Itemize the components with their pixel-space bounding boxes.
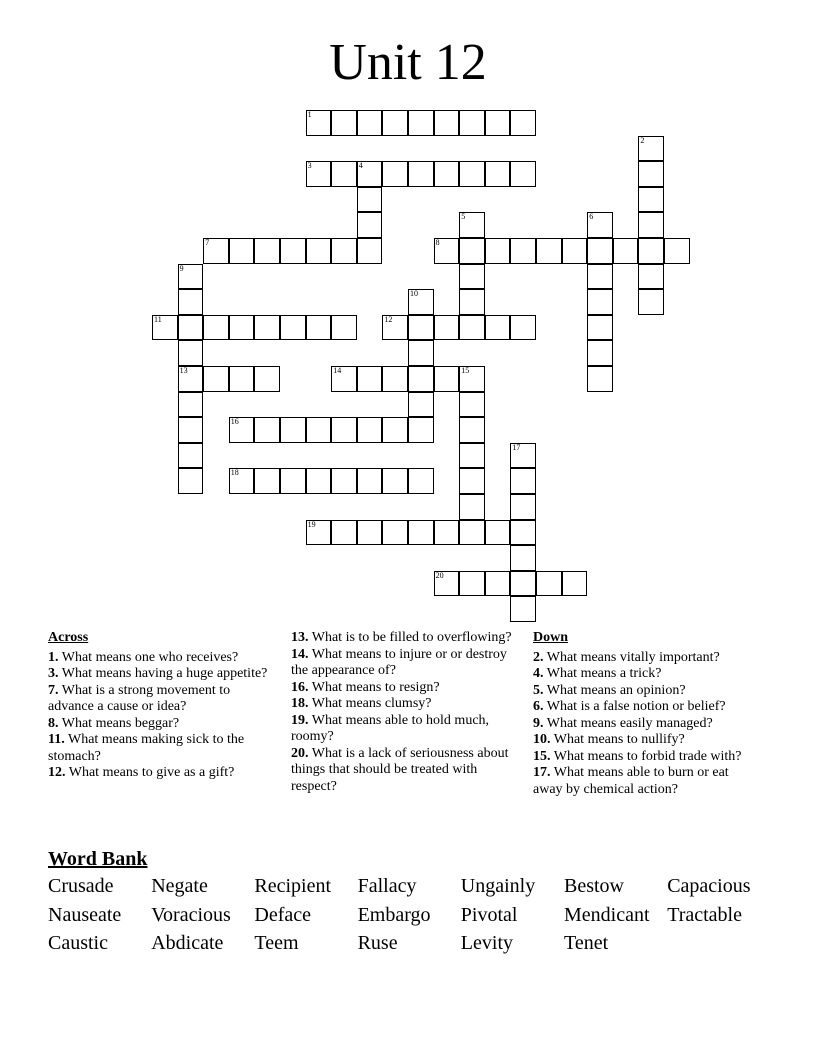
grid-cell[interactable] — [254, 315, 280, 341]
grid-cell[interactable] — [510, 315, 536, 341]
clue-number: 11 — [154, 314, 162, 324]
clue-item-number: 2. — [533, 649, 544, 665]
grid-cell[interactable] — [178, 289, 204, 315]
grid-cell[interactable] — [485, 571, 511, 597]
grid-cell[interactable] — [306, 238, 332, 264]
clue-item-number: 13. — [291, 630, 309, 645]
grid-cell[interactable] — [331, 366, 357, 392]
word-bank-word: Levity — [460, 932, 514, 954]
grid-cell[interactable] — [357, 366, 383, 392]
grid-cell[interactable] — [254, 468, 280, 494]
clue-item-number: 19. — [291, 712, 309, 728]
grid-cell[interactable] — [459, 366, 485, 392]
clue-item-text: What means to injure or or destroy the appearance of? — [291, 646, 507, 678]
down-clues-column — [533, 630, 758, 798]
across-heading: Across — [48, 630, 89, 645]
grid-cell[interactable] — [229, 366, 255, 392]
grid-cell[interactable] — [434, 315, 460, 341]
clue-item-text: What means able to burn or eat away by chemical action? — [533, 765, 729, 797]
word-bank-word: Ruse — [357, 932, 398, 954]
grid-cell[interactable] — [510, 443, 536, 469]
clue-number: 4 — [358, 161, 363, 171]
grid-cell[interactable] — [229, 468, 255, 494]
clue-item-text: What means an opinion? — [543, 682, 686, 698]
grid-cell[interactable] — [434, 161, 460, 187]
clue-item — [291, 647, 516, 680]
clue-number: 7 — [205, 238, 210, 247]
grid-cell[interactable] — [382, 366, 408, 392]
clue-item-text: What is to be filled to overflowing? — [308, 630, 512, 645]
grid-cell[interactable] — [280, 468, 306, 494]
grid-cell[interactable] — [459, 392, 485, 418]
grid-cell[interactable] — [459, 264, 485, 290]
grid-cell[interactable] — [280, 315, 306, 341]
word-bank-word: Voracious — [151, 903, 231, 926]
grid-cell[interactable] — [459, 212, 485, 238]
grid-cell[interactable] — [510, 494, 536, 520]
word-bank-word: Nauseate — [48, 903, 122, 926]
clue-item-text: What means one who receives? — [58, 649, 239, 665]
grid-cell[interactable] — [587, 238, 613, 264]
grid-cell[interactable] — [485, 315, 511, 341]
word-bank-word: Caustic — [48, 932, 108, 954]
clue-item — [533, 650, 758, 667]
grid-cell[interactable] — [587, 340, 613, 366]
clue-number: 5 — [461, 212, 466, 222]
word-bank-word: Tractable — [667, 903, 742, 926]
grid-cell[interactable] — [459, 289, 485, 315]
grid-cell[interactable] — [178, 340, 204, 366]
grid-cell[interactable] — [357, 212, 383, 238]
clue-item — [533, 749, 758, 766]
grid-cell[interactable] — [510, 161, 536, 187]
grid-cell[interactable] — [306, 110, 332, 136]
clue-number: 12 — [384, 314, 393, 324]
grid-cell[interactable] — [510, 238, 536, 264]
clue-item-text: What means making sick to the stomach? — [48, 732, 245, 764]
grid-cell[interactable] — [229, 417, 255, 443]
page-title: Unit 12 — [329, 34, 487, 91]
grid-cell[interactable] — [306, 315, 332, 341]
grid-cell[interactable] — [229, 238, 255, 264]
word-bank-word: Mendicant — [564, 903, 650, 926]
clue-item — [291, 680, 516, 697]
clue-item-text: What means beggar? — [58, 715, 180, 731]
clue-item — [533, 683, 758, 700]
grid-cell[interactable] — [306, 468, 332, 494]
grid-cell[interactable] — [459, 238, 485, 264]
clue-item — [291, 630, 516, 647]
clue-item — [533, 765, 758, 798]
grid-cell[interactable] — [306, 417, 332, 443]
grid-cell[interactable] — [408, 340, 434, 366]
clue-item — [533, 699, 758, 716]
grid-cell[interactable] — [178, 366, 204, 392]
grid-cell[interactable] — [331, 238, 357, 264]
grid-cell[interactable] — [638, 161, 664, 187]
clue-item-text: What means to give as a gift? — [65, 765, 235, 780]
grid-cell[interactable] — [152, 315, 178, 341]
clue-item-text: What means clumsy? — [308, 696, 432, 711]
grid-cell[interactable] — [613, 238, 639, 264]
grid-cell[interactable] — [331, 468, 357, 494]
clue-item-number: 17. — [533, 765, 551, 780]
clue-item-number: 3. — [48, 666, 59, 681]
grid-cell[interactable] — [408, 161, 434, 187]
grid-cell[interactable] — [587, 212, 613, 238]
grid-cell[interactable] — [664, 238, 690, 264]
grid-cell[interactable] — [510, 520, 536, 546]
clue-item-number: 1. — [48, 649, 59, 665]
grid-cell[interactable] — [331, 520, 357, 546]
clue-item-number: 12. — [48, 765, 66, 780]
grid-cell[interactable] — [178, 443, 204, 469]
grid-cell[interactable] — [638, 187, 664, 213]
grid-cell[interactable] — [408, 366, 434, 392]
grid-cell[interactable] — [434, 110, 460, 136]
grid-cell[interactable] — [306, 161, 332, 187]
clue-item-text: What is a false notion or belief? — [543, 699, 726, 714]
clue-number: 2 — [640, 135, 645, 145]
grid-cell[interactable] — [434, 520, 460, 546]
grid-cell[interactable] — [434, 238, 460, 264]
down-heading: Down — [533, 630, 569, 645]
word-bank-word: Capacious — [667, 875, 751, 897]
grid-cell[interactable] — [408, 392, 434, 418]
clue-number: 19 — [307, 519, 316, 529]
grid-cell[interactable] — [510, 596, 536, 622]
clue-number: 1 — [307, 110, 312, 119]
grid-cell[interactable] — [459, 110, 485, 136]
clue-item-text: What is a strong movement to advance a cause or idea? — [48, 682, 231, 714]
clue-item-number: 7. — [48, 682, 59, 698]
grid-cell[interactable] — [357, 238, 383, 264]
grid-cell[interactable] — [408, 315, 434, 341]
grid-cell[interactable] — [638, 136, 664, 162]
grid-cell[interactable] — [178, 315, 204, 341]
grid-cell[interactable] — [510, 545, 536, 571]
grid-cell[interactable] — [203, 238, 229, 264]
grid-cell[interactable] — [459, 520, 485, 546]
word-bank-word: Fallacy — [357, 875, 417, 897]
grid-cell[interactable] — [382, 161, 408, 187]
grid-cell[interactable] — [638, 264, 664, 290]
clue-item-number: 18. — [291, 696, 309, 711]
grid-cell[interactable] — [357, 187, 383, 213]
word-bank-word: Abdicate — [151, 932, 224, 954]
grid-cell[interactable] — [408, 110, 434, 136]
clue-item-text: What means to forbid trade with? — [550, 748, 742, 764]
grid-cell[interactable] — [408, 417, 434, 443]
clue-item-number: 16. — [291, 679, 309, 695]
clue-number: 13 — [179, 366, 188, 375]
grid-cell[interactable] — [382, 417, 408, 443]
grid-cell[interactable] — [408, 468, 434, 494]
grid-cell[interactable] — [562, 571, 588, 597]
grid-cell[interactable] — [459, 315, 485, 341]
clue-item-text: What means to resign? — [308, 679, 440, 695]
grid-cell[interactable] — [459, 468, 485, 494]
clue-item — [533, 666, 758, 683]
grid-cell[interactable] — [510, 468, 536, 494]
grid-cell[interactable] — [357, 520, 383, 546]
grid-cell[interactable] — [459, 443, 485, 469]
grid-cell[interactable] — [203, 315, 229, 341]
grid-cell[interactable] — [357, 110, 383, 136]
grid-cell[interactable] — [331, 161, 357, 187]
word-bank-word: Negate — [151, 875, 208, 897]
clue-number: 6 — [589, 212, 594, 222]
grid-cell[interactable] — [485, 520, 511, 546]
grid-cell[interactable] — [178, 417, 204, 443]
grid-cell[interactable] — [331, 315, 357, 341]
clue-item — [48, 716, 268, 733]
clue-number: 8 — [435, 238, 440, 247]
word-bank-word: Teem — [254, 932, 299, 954]
clue-item-text: What means vitally important? — [543, 649, 720, 665]
clue-item-text: What means having a huge appetite? — [58, 666, 268, 681]
clue-item-text: What means a trick? — [543, 666, 662, 681]
grid-cell[interactable] — [434, 366, 460, 392]
clue-number: 3 — [307, 161, 312, 171]
grid-cell[interactable] — [357, 417, 383, 443]
clue-item — [291, 696, 516, 713]
clue-item-number: 14. — [291, 646, 309, 662]
grid-cell[interactable] — [459, 571, 485, 597]
grid-cell[interactable] — [536, 571, 562, 597]
grid-cell[interactable] — [178, 392, 204, 418]
clue-number: 17 — [512, 442, 521, 452]
clue-item-text: What means able to hold much, roomy? — [291, 712, 490, 744]
grid-cell[interactable] — [587, 289, 613, 315]
grid-cell[interactable] — [459, 161, 485, 187]
clue-item — [291, 713, 516, 746]
grid-cell[interactable] — [280, 238, 306, 264]
grid-cell[interactable] — [485, 110, 511, 136]
grid-cell[interactable] — [203, 366, 229, 392]
grid-cell[interactable] — [254, 417, 280, 443]
clue-number: 10 — [410, 289, 418, 299]
clue-number: 14 — [333, 366, 342, 375]
clue-number: 18 — [230, 468, 239, 478]
clue-item-number: 20. — [291, 745, 309, 761]
grid-cell[interactable] — [638, 289, 664, 315]
across-clues-column-2 — [291, 630, 516, 795]
grid-cell[interactable] — [382, 110, 408, 136]
clue-item — [48, 666, 268, 683]
grid-cell[interactable] — [638, 212, 664, 238]
grid-cell[interactable] — [459, 417, 485, 443]
grid-cell[interactable] — [306, 520, 332, 546]
grid-cell[interactable] — [280, 417, 306, 443]
grid-cell[interactable] — [382, 315, 408, 341]
word-bank-word: Bestow — [564, 875, 624, 897]
word-bank-heading: Word Bank — [48, 848, 148, 870]
word-bank-word: Tenet — [564, 932, 609, 954]
grid-cell[interactable] — [587, 366, 613, 392]
grid-cell[interactable] — [178, 468, 204, 494]
clue-item — [48, 732, 268, 765]
clue-number: 20 — [435, 570, 444, 580]
word-bank-word: Ungainly — [460, 875, 536, 897]
grid-cell[interactable] — [382, 468, 408, 494]
grid-cell[interactable] — [331, 110, 357, 136]
grid-cell[interactable] — [331, 417, 357, 443]
grid-cell[interactable] — [510, 571, 536, 597]
clue-number: 16 — [230, 417, 239, 427]
grid-cell[interactable] — [408, 289, 434, 315]
clue-item — [48, 765, 268, 782]
clue-item-number: 15. — [533, 748, 551, 764]
grid-cell[interactable] — [357, 468, 383, 494]
grid-cell[interactable] — [587, 264, 613, 290]
grid-cell[interactable] — [357, 161, 383, 187]
word-bank-word: Pivotal — [460, 903, 518, 926]
grid-cell[interactable] — [434, 571, 460, 597]
grid-cell[interactable] — [485, 238, 511, 264]
grid-cell[interactable] — [254, 366, 280, 392]
clue-item-number: 8. — [48, 715, 59, 731]
grid-cell[interactable] — [510, 110, 536, 136]
grid-cell[interactable] — [459, 494, 485, 520]
grid-cell[interactable] — [229, 315, 255, 341]
clue-item — [533, 716, 758, 733]
clue-item-number: 9. — [533, 715, 544, 731]
clue-item — [533, 732, 758, 749]
clue-item-number: 6. — [533, 699, 544, 714]
clue-number: 15 — [461, 366, 470, 375]
word-bank-word: Crusade — [48, 875, 114, 897]
clue-item-number: 10. — [533, 732, 551, 747]
clue-item-number: 5. — [533, 682, 544, 698]
grid-cell[interactable] — [178, 264, 204, 290]
grid-cell[interactable] — [382, 520, 408, 546]
clue-item — [291, 746, 516, 796]
word-bank-word: Recipient — [254, 875, 332, 897]
grid-cell[interactable] — [638, 238, 664, 264]
grid-cell[interactable] — [485, 161, 511, 187]
grid-cell[interactable] — [536, 238, 562, 264]
clue-item-number: 4. — [533, 666, 544, 681]
clue-item — [48, 650, 268, 667]
across-clues-column-1 — [48, 630, 268, 782]
clue-item-number: 11. — [48, 732, 65, 747]
clue-item — [48, 683, 268, 716]
word-bank-word: Deface — [254, 903, 312, 926]
word-bank-word: Embargo — [357, 903, 431, 926]
grid-cell[interactable] — [587, 315, 613, 341]
clue-item-text: What means to nullify? — [550, 732, 685, 747]
clue-number: 9 — [179, 263, 184, 273]
clue-item-text: What means easily managed? — [543, 715, 713, 731]
grid-cell[interactable] — [254, 238, 280, 264]
clue-item-text: What is a lack of seriousness about things that should be treated with respect? — [291, 745, 509, 794]
grid-cell[interactable] — [562, 238, 588, 264]
grid-cell[interactable] — [408, 520, 434, 546]
